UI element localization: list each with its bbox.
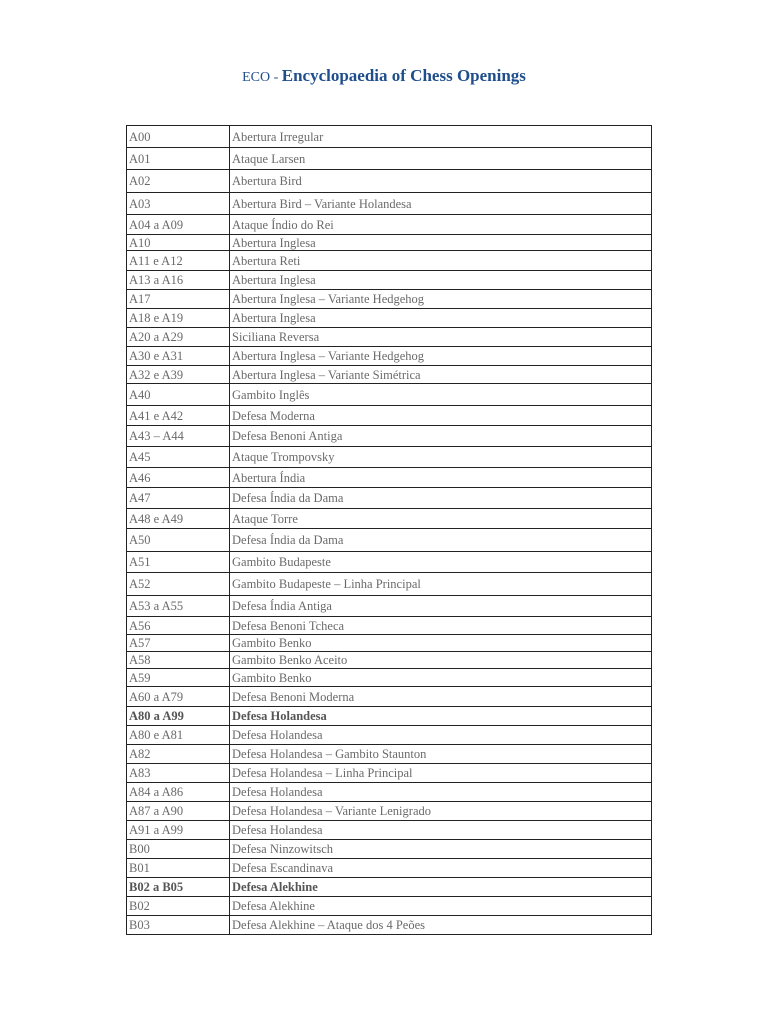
table-row: [127, 328, 652, 347]
table-row: [127, 271, 652, 290]
table-row: [127, 170, 652, 193]
table-row: [127, 859, 652, 878]
table-row: [127, 764, 652, 783]
eco-code-cell: A03: [127, 193, 230, 215]
opening-name-cell: Abertura Bird: [230, 170, 652, 193]
eco-code-cell: A45: [127, 447, 230, 468]
opening-name-cell: Gambito Benko: [230, 635, 652, 652]
opening-name-cell: Gambito Benko: [230, 669, 652, 687]
opening-name-cell: Defesa Holandesa: [230, 707, 652, 726]
eco-code-cell: A80 e A81: [127, 726, 230, 745]
opening-name-cell: Abertura Inglesa – Variante Hedgehog: [230, 290, 652, 309]
opening-name-cell: Gambito Inglês: [230, 384, 652, 406]
eco-code-cell: A58: [127, 652, 230, 669]
table-row: [127, 635, 652, 652]
table-row: [127, 509, 652, 529]
table-row: [127, 447, 652, 468]
table-row: [127, 783, 652, 802]
eco-code-cell: A46: [127, 468, 230, 488]
opening-name-cell: Defesa Benoni Moderna: [230, 687, 652, 707]
eco-code-cell: B02: [127, 897, 230, 916]
table-row: [127, 235, 652, 251]
table-row: [127, 802, 652, 821]
opening-name-cell: Abertura Bird – Variante Holandesa: [230, 193, 652, 215]
opening-name-cell: Defesa Holandesa – Linha Principal: [230, 764, 652, 783]
table-row: [127, 251, 652, 271]
eco-code-cell: A59: [127, 669, 230, 687]
eco-code-cell: A41 e A42: [127, 406, 230, 426]
table-row: [127, 745, 652, 764]
eco-code-cell: A80 a A99: [127, 707, 230, 726]
eco-code-cell: A53 a A55: [127, 596, 230, 617]
eco-code-cell: A30 e A31: [127, 347, 230, 366]
eco-code-cell: A10: [127, 235, 230, 251]
table-row: [127, 573, 652, 596]
table-row: [127, 669, 652, 687]
table-row: [127, 878, 652, 897]
page-title: [0, 66, 768, 86]
title-main: Encyclopaedia of Chess Openings: [281, 66, 526, 85]
table-row: [127, 840, 652, 859]
eco-code-cell: A01: [127, 148, 230, 170]
eco-code-cell: A17: [127, 290, 230, 309]
opening-name-cell: Abertura Índia: [230, 468, 652, 488]
opening-name-cell: Ataque Larsen: [230, 148, 652, 170]
eco-code-cell: A91 a A99: [127, 821, 230, 840]
table-row: [127, 406, 652, 426]
eco-table-body: [127, 126, 652, 935]
opening-name-cell: Defesa Benoni Tcheca: [230, 617, 652, 635]
table-row: [127, 821, 652, 840]
table-row: [127, 347, 652, 366]
table-row: [127, 148, 652, 170]
table-row: [127, 897, 652, 916]
table-row: [127, 215, 652, 235]
eco-code-cell: A52: [127, 573, 230, 596]
eco-code-cell: A18 e A19: [127, 309, 230, 328]
opening-name-cell: Defesa Índia da Dama: [230, 529, 652, 552]
opening-name-cell: Siciliana Reversa: [230, 328, 652, 347]
opening-name-cell: Ataque Índio do Rei: [230, 215, 652, 235]
eco-code-cell: A84 a A86: [127, 783, 230, 802]
opening-name-cell: Defesa Holandesa: [230, 726, 652, 745]
opening-name-cell: Defesa Holandesa: [230, 821, 652, 840]
opening-name-cell: Defesa Benoni Antiga: [230, 426, 652, 447]
eco-table: [126, 125, 652, 935]
opening-name-cell: Defesa Alekhine: [230, 878, 652, 897]
eco-code-cell: A20 a A29: [127, 328, 230, 347]
opening-name-cell: Abertura Reti: [230, 251, 652, 271]
table-row: [127, 193, 652, 215]
table-row: [127, 726, 652, 745]
eco-code-cell: A32 e A39: [127, 366, 230, 384]
opening-name-cell: Abertura Inglesa: [230, 271, 652, 290]
table-row: [127, 596, 652, 617]
eco-code-cell: A60 a A79: [127, 687, 230, 707]
table-row: [127, 468, 652, 488]
eco-code-cell: A51: [127, 552, 230, 573]
eco-code-cell: B01: [127, 859, 230, 878]
eco-code-cell: B03: [127, 916, 230, 935]
opening-name-cell: Gambito Budapeste – Linha Principal: [230, 573, 652, 596]
opening-name-cell: Gambito Benko Aceito: [230, 652, 652, 669]
eco-code-cell: A13 a A16: [127, 271, 230, 290]
eco-code-cell: A47: [127, 488, 230, 509]
opening-name-cell: Abertura Inglesa – Variante Simétrica: [230, 366, 652, 384]
opening-name-cell: Defesa Índia da Dama: [230, 488, 652, 509]
table-row: [127, 309, 652, 328]
table-row: [127, 552, 652, 573]
eco-code-cell: A57: [127, 635, 230, 652]
table-row: [127, 652, 652, 669]
eco-code-cell: A83: [127, 764, 230, 783]
eco-code-cell: A43 – A44: [127, 426, 230, 447]
title-prefix: ECO -: [242, 70, 282, 85]
eco-code-cell: B00: [127, 840, 230, 859]
opening-name-cell: Ataque Trompovsky: [230, 447, 652, 468]
eco-code-cell: B02 a B05: [127, 878, 230, 897]
table-row: [127, 426, 652, 447]
table-row: [127, 916, 652, 935]
eco-code-cell: A82: [127, 745, 230, 764]
opening-name-cell: Defesa Alekhine: [230, 897, 652, 916]
table-row: [127, 126, 652, 148]
table-row: [127, 290, 652, 309]
opening-name-cell: Defesa Holandesa – Gambito Staunton: [230, 745, 652, 764]
opening-name-cell: Abertura Inglesa: [230, 309, 652, 328]
table-row: [127, 488, 652, 509]
opening-name-cell: Ataque Torre: [230, 509, 652, 529]
eco-code-cell: A87 a A90: [127, 802, 230, 821]
table-row: [127, 384, 652, 406]
eco-code-cell: A40: [127, 384, 230, 406]
opening-name-cell: Defesa Escandinava: [230, 859, 652, 878]
opening-name-cell: Defesa Moderna: [230, 406, 652, 426]
table-row: [127, 687, 652, 707]
table-row: [127, 617, 652, 635]
opening-name-cell: Abertura Irregular: [230, 126, 652, 148]
opening-name-cell: Defesa Alekhine – Ataque dos 4 Peões: [230, 916, 652, 935]
opening-name-cell: Abertura Inglesa – Variante Hedgehog: [230, 347, 652, 366]
table-row: [127, 707, 652, 726]
eco-code-cell: A56: [127, 617, 230, 635]
opening-name-cell: Gambito Budapeste: [230, 552, 652, 573]
opening-name-cell: Defesa Índia Antiga: [230, 596, 652, 617]
table-row: [127, 366, 652, 384]
eco-code-cell: A02: [127, 170, 230, 193]
eco-code-cell: A00: [127, 126, 230, 148]
table-row: [127, 529, 652, 552]
opening-name-cell: Defesa Holandesa: [230, 783, 652, 802]
eco-code-cell: A11 e A12: [127, 251, 230, 271]
opening-name-cell: Defesa Holandesa – Variante Lenigrado: [230, 802, 652, 821]
opening-name-cell: Defesa Ninzowitsch: [230, 840, 652, 859]
eco-code-cell: A50: [127, 529, 230, 552]
eco-code-cell: A48 e A49: [127, 509, 230, 529]
eco-code-cell: A04 a A09: [127, 215, 230, 235]
opening-name-cell: Abertura Inglesa: [230, 235, 652, 251]
